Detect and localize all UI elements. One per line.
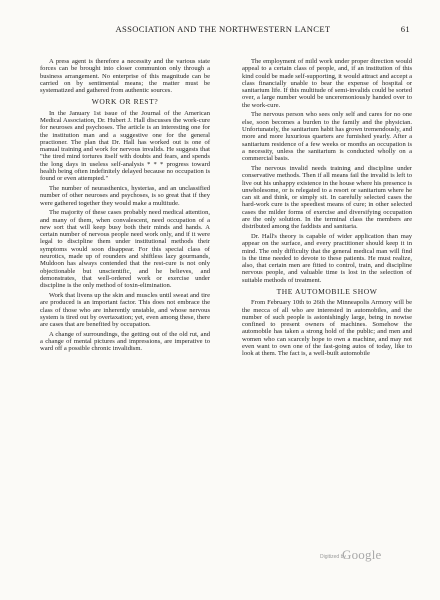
google-logo: Google <box>342 547 382 562</box>
page-header <box>36 24 410 36</box>
page-number: 61 <box>400 24 410 34</box>
paragraph: The nervous invalid needs training and discipline under conservative methods. Then if all means fail the invalid is left to live out his unhappy existence in the house where his presence is unwholesome, or is relegated to a resort or sanitarium where he can sit and think, or simply sit. In carefully selected cases the hard-work cure is the speediest means of cure; in other selected cases the milder forms of exercise and diversifying occupation are the only solution. In the terminal class the members are distributed among the faddists and sanitaria. <box>242 164 412 231</box>
paragraph: Dr. Hall's theory is capable of wider application than may appear on the surface, and every practitioner should keep it in mind. The only difficulty that the general medical man will find is the time needed to devote to these patients. He must realize, also, that certain men are fitted to control, train, and discipline nervous people, and valuable time is lost in the selection of suitable methods of treatment. <box>242 232 412 284</box>
digitized-watermark <box>320 546 412 566</box>
paragraph: The nervous person who sees only self and cares for no one else, soon becomes a burden to the family and the physician. Unfortunately, the sanitarium habit has grown tremendously, and more and more luxurious quarters are furnished yearly. After a sanitarium residence of a few weeks or months an occupation is a necessity, unless the sanitarium is conducted wholly on a commercial basis. <box>242 111 412 163</box>
paragraph: From February 10th to 26th the Minneapolis Armory will be the mecca of all who are interested in automobiles, and the number of such people is astonishingly large, being in nowise confined to present owners of machines. Somehow the automobile has taken a strong hold of the public; and men and women who can scarcely hope to own a machine, and may not even want to own one of the fast-going autos of today, like to look at them. The fact is, a well-built automobile <box>242 299 412 358</box>
paragraph: In the January 1st issue of the Journal of the American Medical Association, Dr. Hubert J. Hall discusses the work-cure for neuroses and psychoses. The article is an interesting one for the institution man and a suggestive one for the general practioner. The plan that Dr. Hall has worked out is one of manual training and work for nervous invalids. He suggests that "the tired mind tortures itself with doubts and fears, and spends the long days in useless self-analysis * * * progress toward health being often indefinitely delayed because no occupation is found or even attempted." <box>40 109 210 183</box>
paragraph: Work that livens up the skin and muscles until sweat and tire are produced is an important factor. This does not embrace the class of those who are inherently unstable, and whose nervous system is tired out by overtaxation; yet, even among these, there are cases that are benefited by occupation. <box>40 291 210 329</box>
paragraph: The number of neurasthenics, hysterias, and an unclassified number of other neuroses and psychoses, is so great that if they were gathered together they would make a multitude. <box>40 185 210 207</box>
digitized-by-text: Digitized by <box>320 554 346 560</box>
left-column <box>40 58 210 355</box>
paragraph: A change of surroundings, the getting out of the old rut, and a change of mental pictures and impressions, are imperative to ward off a possible chronic invalidism. <box>40 330 210 353</box>
section-heading-work-or-rest: WORK OR REST? <box>91 97 159 107</box>
right-column <box>242 58 412 360</box>
paragraph: The majority of these cases probably need medical attention, and many of them, when convalescent, need occupation of a new sort that will keep busy both their minds and hands. A certain number of nervous people need work only, and if it were legal to discipline them under institutional methods their symptoms would soon disappear. For this special class of neurotics, made up of rounders and shiftless lazy gourmands, Muldoon has always contended that the rest-cure is not only objectionable but unscientific, and he believes, and demonstrates, that well-ordered work or exercise under discipline is the only method of toxin-elimination. <box>40 209 210 290</box>
paragraph: A press agent is therefore a necessity and the various state forces can be brought into closer communion only through a business arrangement. No enterprise of this magnitude can be carried on by sentimental means; the matter must be systematized and gathered from authentic sources. <box>40 58 210 95</box>
section-heading-automobile-show: THE AUTOMOBILE SHOW <box>276 286 378 296</box>
paragraph: The employment of mild work under proper direction would appeal to a certain class of people, and, if an institution of this kind could be made self-supporting, it would attract and accept a class financially unable to bear the expense of hospital or sanitarium life. If this multitude of semi-invalids could be sorted over, a large number would be unceremoniously handed over to the work-cure. <box>242 58 412 109</box>
running-title: ASSOCIATION AND THE NORTHWESTERN LANCET <box>115 24 331 34</box>
